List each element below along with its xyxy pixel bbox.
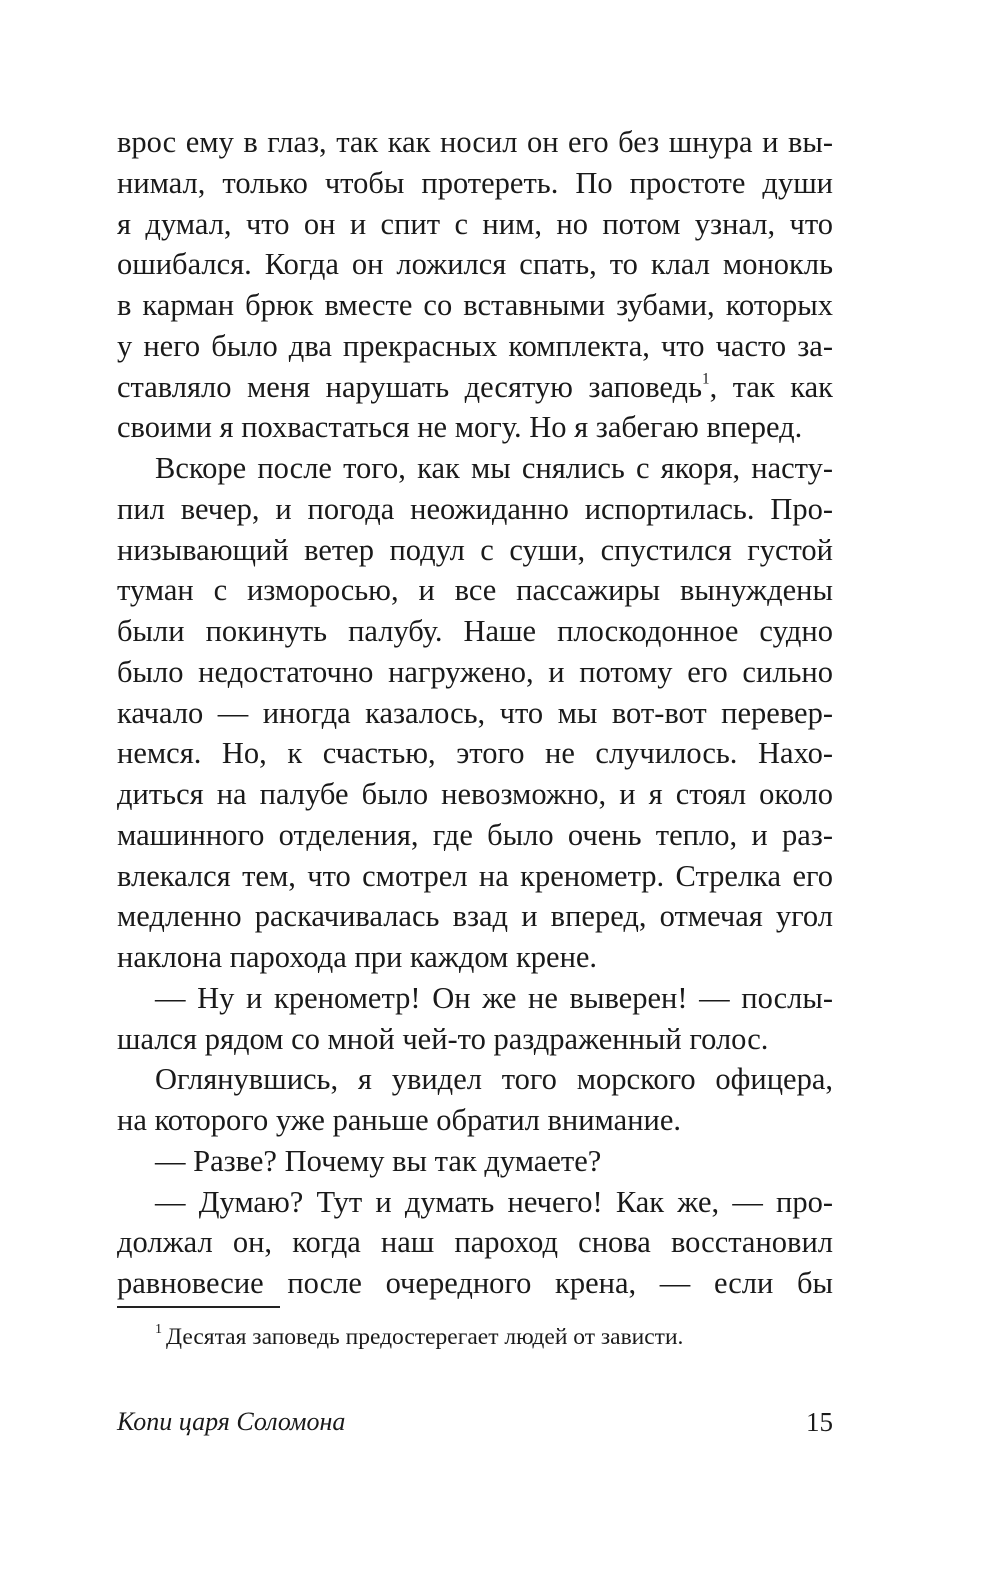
footnote-divider: [117, 1306, 280, 1308]
text-line: наклона парохода при каждом крене.: [117, 940, 598, 974]
text-line: пил вечер, и погода неожиданно испортилась. Про-: [117, 491, 833, 526]
text-line: у него было два прекрасных комплекта, что часто за-: [117, 328, 833, 363]
text-line: немся. Но, к счастью, этого не случилось. Нахо-: [117, 736, 833, 771]
body-text: [117, 122, 833, 1304]
text-line: низывающий ветер подул с суши, спустился густой: [117, 532, 833, 567]
text-line: врос ему в глаз, так как носил он его без шнура и вы-: [117, 125, 833, 159]
paragraph-first-line: — Разве? Почему вы так думаете?: [155, 1143, 602, 1178]
text-line: было недостаточно нагружено, и потому его сильно: [117, 654, 833, 689]
footnote: [155, 1322, 683, 1352]
text-line: диться на палубе было невозможно, и я стоял около: [117, 777, 833, 811]
paragraph-first-line: Оглянувшись, я увидел того морского офицера,: [155, 1062, 833, 1097]
running-title: Копи царя Соломона: [117, 1407, 346, 1436]
text-fragment: , так как: [709, 369, 833, 404]
text-line: машинного отделения, где было очень тепло, и раз-: [117, 817, 833, 852]
text-line: я думал, что он и спит с ним, но потом узнал, что: [117, 206, 833, 241]
text-line: медленно раскачивалась взад и вперед, отмечая угол: [117, 899, 833, 934]
text-line: своими я похвастаться не могу. Но я забегаю вперед.: [117, 410, 803, 445]
text-line: равновесие после очередного крена, — если бы: [117, 1266, 833, 1300]
text-line: качало — иногда казалось, что мы вот-вот перевер-: [117, 695, 833, 730]
text-line: [117, 367, 833, 408]
text-line: на которого уже раньше обратил внимание.: [117, 1103, 681, 1137]
paragraph-first-line: — Думаю? Тут и думать нечего! Как же, — про-: [155, 1184, 833, 1219]
paragraph-first-line: — Ну и кренометр! Он же не выверен! — послы-: [155, 980, 833, 1015]
footnote-reference[interactable]: 1: [701, 369, 710, 387]
text-line: туман с изморосью, и все пассажиры вынуждены: [117, 573, 833, 608]
text-line: шался рядом со мной чей-то раздраженный голос.: [117, 1021, 769, 1056]
text-line: нимал, только чтобы протереть. По простоте души: [117, 165, 833, 200]
text-line: были покинуть палубу. Наше плоскодонное судно: [117, 614, 833, 648]
text-line: в карман брюк вместе со вставными зубами, которых: [117, 288, 833, 322]
paragraph-first-line: Вскоре после того, как мы снялись с якоря, насту-: [155, 451, 833, 485]
page-number: 15: [806, 1407, 833, 1437]
text-line: должал он, когда наш пароход снова восстановил: [117, 1225, 833, 1260]
text-line: ошибался. Когда он ложился спать, то клал монокль: [117, 247, 833, 282]
text-line: влекался тем, что смотрел на кренометр. Стрелка его: [117, 858, 833, 893]
text-fragment: ставляло меня нарушать десятую заповедь: [117, 369, 702, 404]
footnote-number: 1: [155, 1321, 163, 1338]
footnote-text: Десятая заповедь предостерегает людей от зависти.: [166, 1324, 684, 1350]
